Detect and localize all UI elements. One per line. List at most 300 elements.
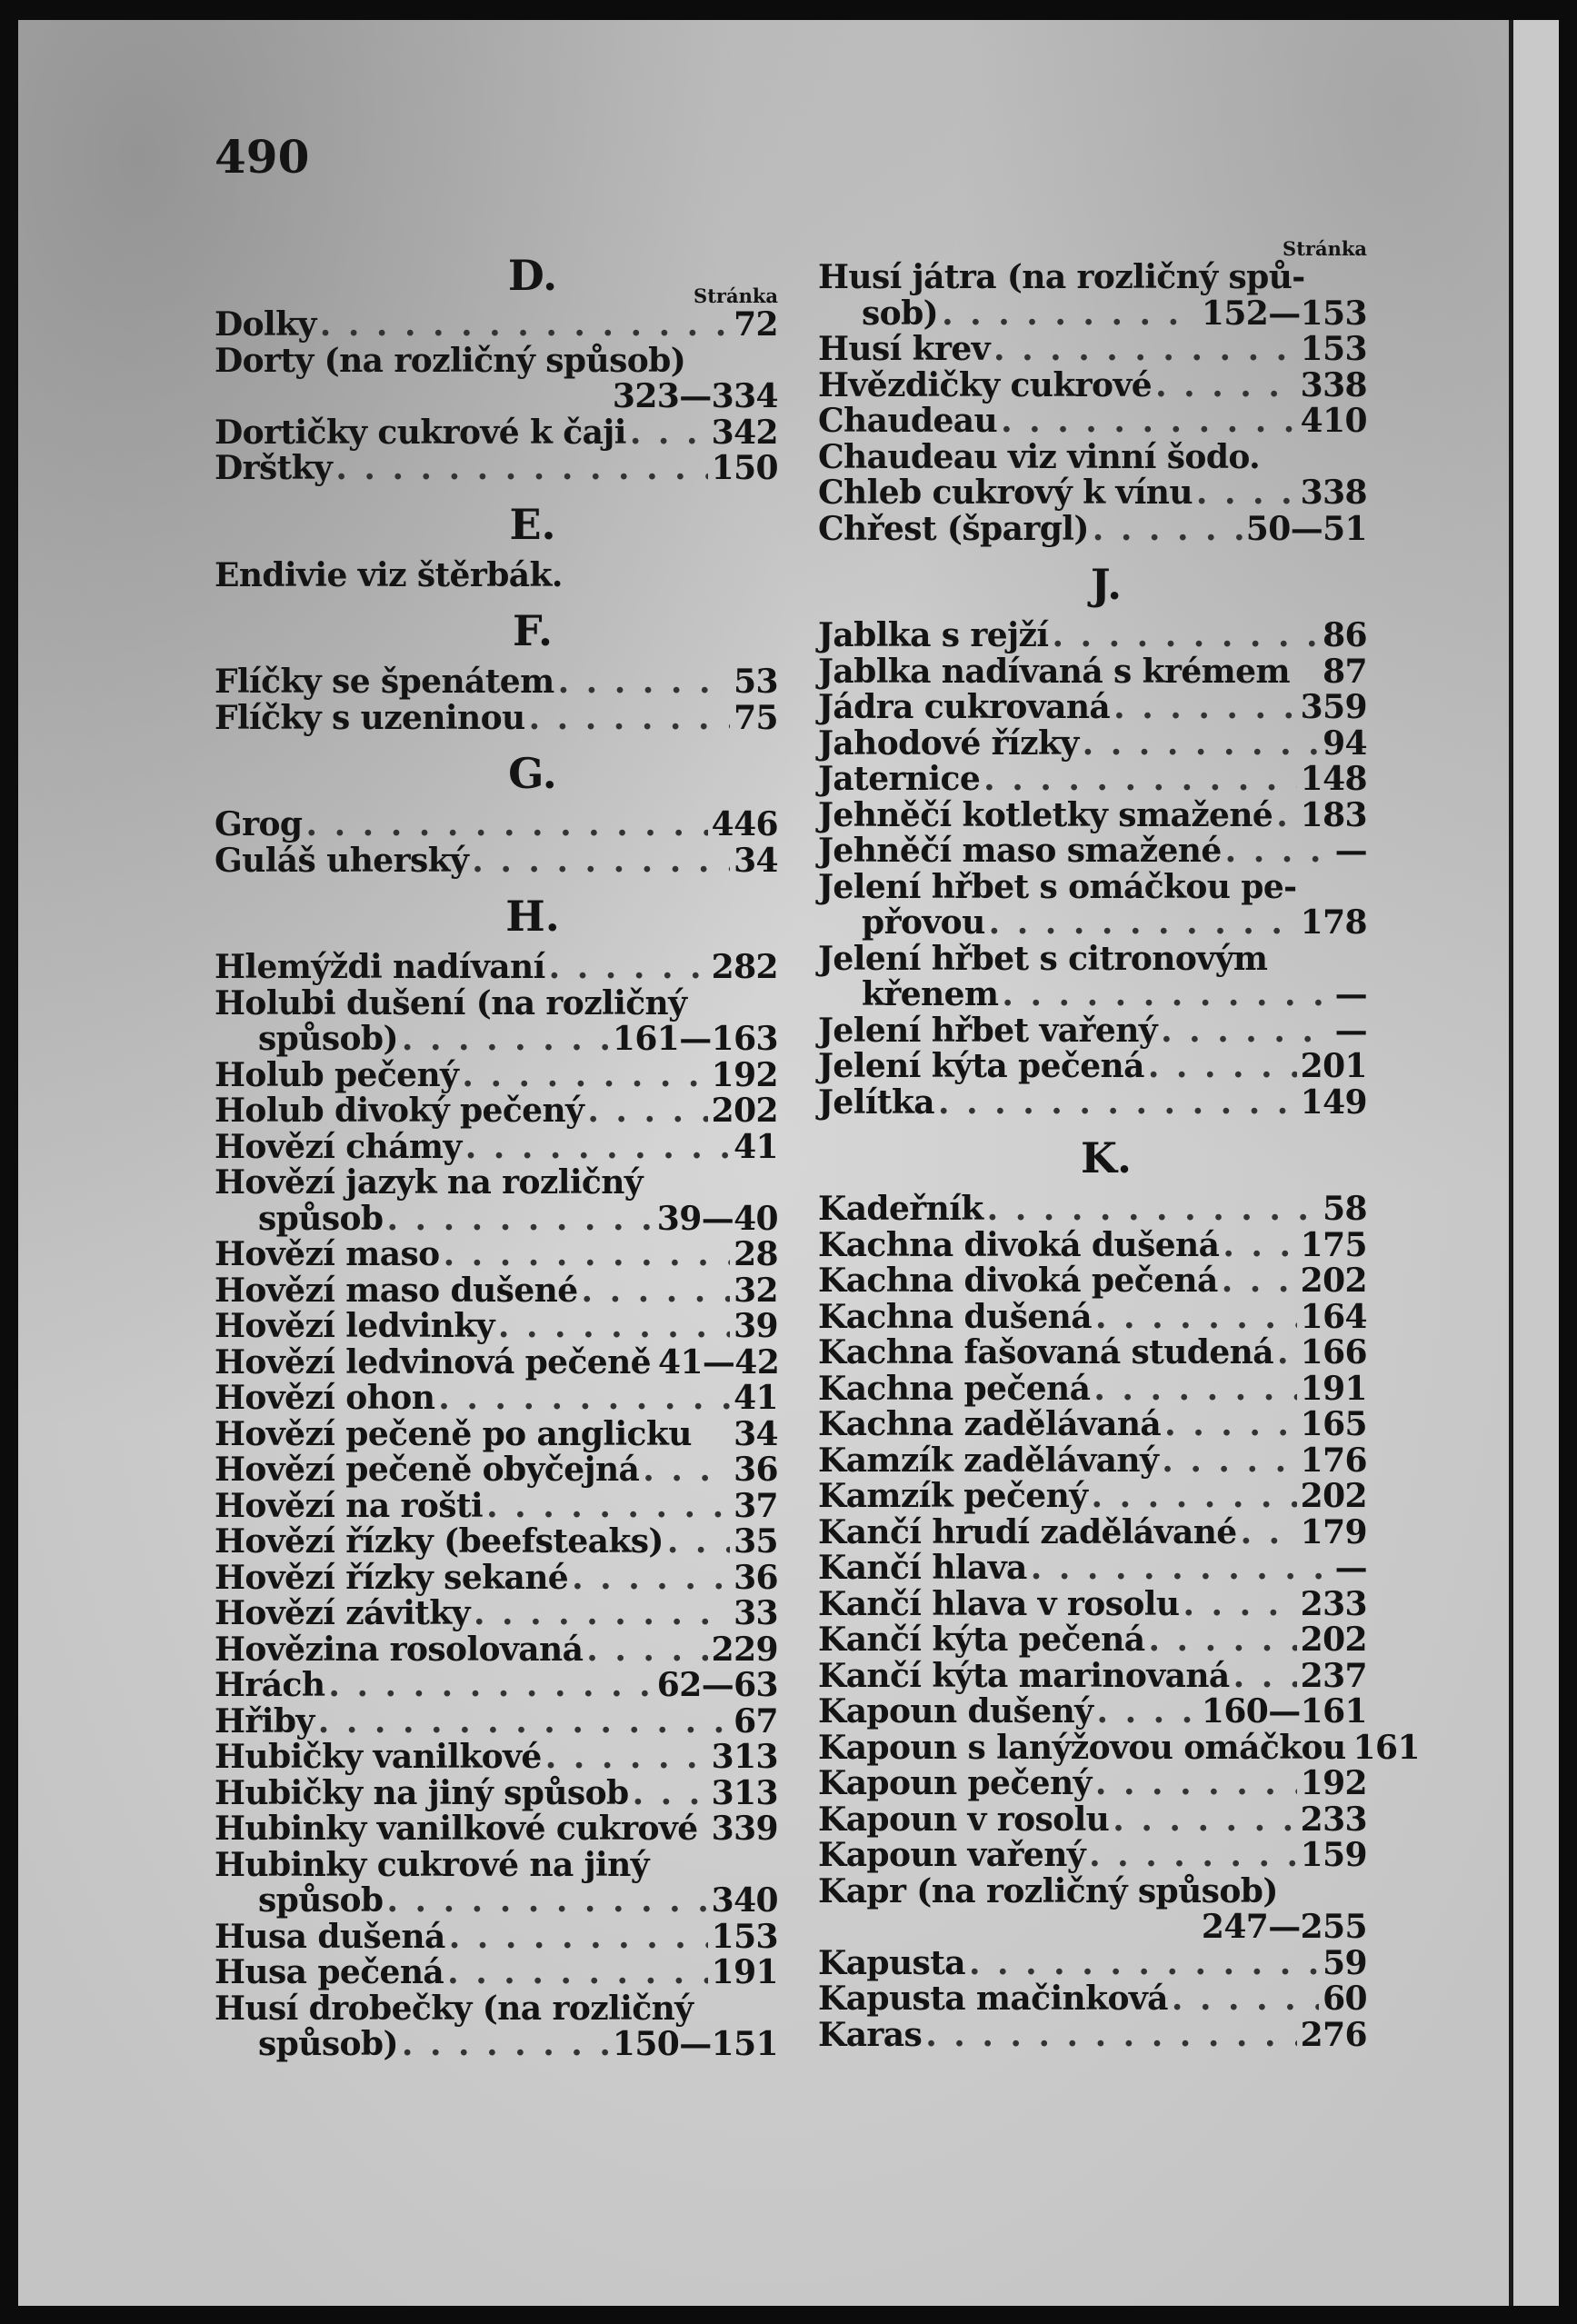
entry-page-number: 282 xyxy=(711,948,778,986)
dot-leader xyxy=(444,1237,730,1273)
entry-title: Chřest (špargl) xyxy=(818,509,1089,548)
entry-title: Endivie viz štěrbák. xyxy=(215,555,563,594)
entry-title: spůsob) xyxy=(258,2025,398,2063)
entry-page-number: 39—40 xyxy=(656,1199,778,1238)
dot-leader xyxy=(1164,1407,1297,1443)
entry-page-number: 150—151 xyxy=(612,2025,778,2063)
entry-page-number: 233 xyxy=(1300,1800,1367,1839)
entry-title: Hubičky na jiný spůsob xyxy=(215,1773,629,1812)
dot-leader xyxy=(633,1776,708,1812)
entry-title: Dolky xyxy=(215,305,316,344)
entry-page-number: 201 xyxy=(1300,1047,1367,1085)
entry-page-number: 161 xyxy=(1352,1728,1420,1767)
entry-title: Hovězí na rošti xyxy=(215,1486,484,1525)
entry-title: Kachna fašovaná studená xyxy=(818,1333,1273,1371)
entry-title: Dorty (na rozličný spůsob) xyxy=(215,341,686,380)
entry-page-number: 202 xyxy=(1300,1262,1367,1300)
dot-leader xyxy=(486,1489,730,1525)
index-entry xyxy=(215,1199,778,1238)
section-letter: K. xyxy=(1081,1133,1132,1182)
index-entry xyxy=(818,1263,1367,1300)
dot-leader xyxy=(320,307,730,344)
entry-title: Drštky xyxy=(215,449,333,487)
dot-leader xyxy=(1002,977,1331,1013)
entry-title: Kamzík pečený xyxy=(818,1477,1088,1515)
index-entry xyxy=(818,762,1367,798)
entry-page-number: — xyxy=(1334,1011,1367,1050)
dot-leader xyxy=(643,1452,730,1489)
section-letter: J. xyxy=(1090,560,1123,609)
entry-page-number: 60 xyxy=(1322,1980,1367,2018)
entry-title: Kamzík zadělávaný xyxy=(818,1441,1159,1480)
index-entry xyxy=(215,307,778,344)
entry-page-number: 410 xyxy=(1300,402,1367,440)
dot-leader xyxy=(1093,1371,1296,1408)
entry-page-number: 34 xyxy=(734,841,778,880)
entry-page-number: 233 xyxy=(1300,1584,1367,1623)
index-entry xyxy=(818,1512,1367,1551)
dot-leader xyxy=(545,1740,708,1776)
entry-title: Jelítka xyxy=(818,1082,934,1122)
dot-leader xyxy=(1225,833,1332,870)
entry-page-number: 202 xyxy=(711,1092,778,1130)
entry-page-number: 192 xyxy=(711,1055,778,1094)
index-entry xyxy=(818,977,1367,1013)
entry-title: Jelení hřbet s citronovým xyxy=(818,939,1268,978)
dot-leader xyxy=(318,1704,730,1741)
entry-title: Hovězí maso xyxy=(215,1235,440,1273)
dot-leader xyxy=(989,905,1297,942)
entry-title: Hovězí chámy xyxy=(215,1127,462,1166)
entry-title: Jelení kýta pečená xyxy=(818,1047,1144,1085)
index-entry xyxy=(215,1486,778,1525)
index-entry xyxy=(818,1049,1367,1085)
dot-leader xyxy=(1031,1551,1332,1587)
entry-page-number: 229 xyxy=(711,1630,778,1669)
dot-leader xyxy=(465,1130,730,1166)
entry-page-number: 338 xyxy=(1300,474,1367,512)
dot-leader xyxy=(335,451,707,487)
dot-leader xyxy=(386,1883,707,1920)
dot-leader xyxy=(942,296,1198,333)
entry-title: Kapoun vařený xyxy=(818,1836,1086,1874)
entry-page-number: 62—63 xyxy=(656,1666,778,1704)
dot-leader xyxy=(386,1202,653,1238)
index-entry xyxy=(215,1022,778,1058)
entry-title: Hovězí ledvinky xyxy=(215,1307,494,1345)
index-entry xyxy=(818,795,1367,834)
dot-leader xyxy=(1095,1766,1297,1802)
entry-page-number: 36 xyxy=(734,1558,778,1597)
entry-page-number: 276 xyxy=(1300,2015,1367,2054)
dot-leader xyxy=(472,843,730,880)
entry-title: Kachna pečená xyxy=(818,1369,1091,1408)
entry-title: křenem xyxy=(862,975,999,1013)
entry-title: Jahodové řízky xyxy=(818,723,1079,763)
entry-page-number: 313 xyxy=(711,1773,778,1812)
entry-page-number: 94 xyxy=(1322,723,1367,763)
index-entry xyxy=(215,1165,778,1202)
entry-title: Jelení hřbet vařený xyxy=(818,1011,1158,1050)
entry-title: Jablka nadívaná s krémem xyxy=(818,652,1290,691)
dot-leader xyxy=(1052,618,1319,654)
entry-title: spůsob xyxy=(258,1199,384,1238)
index-entry xyxy=(818,690,1367,726)
dot-leader xyxy=(402,1022,609,1058)
dot-leader xyxy=(1097,1694,1198,1731)
entry-page-number: 166 xyxy=(1300,1333,1367,1371)
dot-leader xyxy=(1196,475,1297,512)
entry-title: spůsob xyxy=(258,1881,384,1920)
index-entry xyxy=(215,379,778,415)
entry-title: Hřiby xyxy=(215,1701,314,1741)
entry-page-number: 191 xyxy=(711,1953,778,1991)
entry-page-number: 165 xyxy=(1300,1405,1367,1443)
index-entry xyxy=(215,2027,778,2063)
dot-leader xyxy=(438,1381,730,1417)
entry-title: Flíčky s uzeninou xyxy=(215,698,525,737)
dot-leader xyxy=(630,415,708,452)
entry-page-number: 53 xyxy=(734,663,778,701)
dot-leader xyxy=(1162,1443,1296,1480)
index-entry xyxy=(818,654,1367,691)
entry-page-number: 41—42 xyxy=(658,1342,780,1381)
entry-page-number: 41 xyxy=(734,1379,778,1417)
entry-title: Jaternice xyxy=(818,760,981,798)
index-entry xyxy=(818,1622,1367,1659)
dot-leader xyxy=(938,1085,1297,1122)
index-entry xyxy=(818,939,1367,978)
index-entry xyxy=(818,867,1367,906)
entry-page-number: 159 xyxy=(1300,1836,1367,1874)
index-entry xyxy=(215,1127,778,1166)
index-entry xyxy=(215,1414,778,1453)
entry-title: Holub divoký pečený xyxy=(215,1092,584,1130)
dot-leader xyxy=(1222,1263,1297,1300)
index-entry xyxy=(818,332,1367,368)
index-entry xyxy=(818,618,1367,654)
entry-title: Jádra cukrovaná xyxy=(818,688,1111,726)
index-entry xyxy=(215,555,778,594)
dot-leader xyxy=(1277,1335,1297,1371)
index-entry xyxy=(215,1273,778,1310)
entry-title: Guláš uherský xyxy=(215,841,469,880)
index-entry xyxy=(818,1728,1420,1767)
dot-leader xyxy=(925,2018,1296,2054)
entry-page-number: 192 xyxy=(1300,1764,1367,1802)
entry-page-number: 183 xyxy=(1300,795,1367,834)
entry-title: Chaudeau viz vinní šodo. xyxy=(818,437,1261,476)
dot-leader xyxy=(586,1632,707,1669)
index-entry xyxy=(215,1701,778,1741)
entry-page-number: 164 xyxy=(1300,1297,1367,1336)
entry-title: Kapoun v rosolu xyxy=(818,1800,1110,1839)
index-entry xyxy=(818,2015,1367,2054)
index-entry xyxy=(818,404,1367,440)
dot-leader xyxy=(449,1920,708,1956)
entry-page-number: — xyxy=(1334,1549,1367,1587)
entry-page-number: 34 xyxy=(734,1414,778,1453)
entry-title: Hovězí ohon xyxy=(215,1379,435,1417)
index-entry xyxy=(818,260,1367,296)
entry-title: Flíčky se špenátem xyxy=(215,663,554,701)
dot-leader xyxy=(549,950,708,986)
entry-title: Hovězí pečeně po anglicku xyxy=(215,1414,692,1453)
index-entry xyxy=(215,1883,778,1920)
index-entry xyxy=(818,365,1367,404)
index-entry xyxy=(215,843,778,880)
entry-page-number: 191 xyxy=(1300,1369,1367,1408)
entry-title: Kančí hlava v rosolu xyxy=(818,1584,1180,1623)
entry-title: Hlemýždi nadívaní xyxy=(215,948,545,986)
entry-title: Kapusta xyxy=(818,1943,965,1982)
index-entry xyxy=(215,1955,778,1991)
entry-page-number: 153 xyxy=(1300,330,1367,368)
index-entry xyxy=(215,1524,778,1561)
entry-page-number: 153 xyxy=(711,1917,778,1956)
entry-title: Hubinky cukrové na jiný xyxy=(215,1845,650,1884)
dot-leader xyxy=(1093,512,1243,548)
index-entry xyxy=(215,983,778,1022)
index-entry xyxy=(215,1381,778,1417)
index-entry xyxy=(818,1013,1367,1050)
entry-title: Hovězí jazyk na rozličný xyxy=(215,1163,644,1202)
entry-title: Husí játra (na rozličný spů- xyxy=(818,258,1305,296)
index-entry xyxy=(215,1055,778,1094)
entry-page-number: 50—51 xyxy=(1245,509,1367,548)
dot-leader xyxy=(1155,368,1297,404)
entry-title: Kachna zadělávaná xyxy=(818,1405,1162,1443)
entry-page-number: 237 xyxy=(1300,1656,1367,1695)
entry-page-number: — xyxy=(1334,832,1367,870)
index-entry xyxy=(215,1237,778,1273)
dot-leader xyxy=(1233,1659,1297,1695)
index-entry xyxy=(215,664,778,701)
index-entry xyxy=(818,723,1367,763)
index-entry xyxy=(818,1371,1367,1408)
index-entry xyxy=(818,1802,1367,1839)
entry-page-number: 176 xyxy=(1300,1441,1367,1480)
entry-page-number: 160—161 xyxy=(1201,1692,1367,1731)
index-entry xyxy=(818,1225,1367,1264)
index-column-left xyxy=(215,238,778,2063)
dot-leader xyxy=(572,1561,730,1597)
index-entry xyxy=(215,1991,778,2028)
entry-page-number: 39 xyxy=(734,1307,778,1345)
entry-page-number: 359 xyxy=(1300,688,1367,726)
entry-page-number: 87 xyxy=(1322,652,1367,691)
entry-page-number: 175 xyxy=(1300,1225,1367,1264)
entry-title: Hubičky vanilkové xyxy=(215,1738,542,1776)
entry-title: sob) xyxy=(862,294,939,333)
index-entry xyxy=(215,451,778,487)
index-entry xyxy=(818,1656,1367,1695)
index-entry xyxy=(215,1558,778,1597)
entry-page-number: 161—163 xyxy=(612,1020,778,1058)
entry-title: Husa pečená xyxy=(215,1953,444,1991)
index-entry xyxy=(818,1584,1367,1623)
dot-leader xyxy=(1223,1228,1296,1264)
dot-leader xyxy=(993,332,1297,368)
entry-page-number: 28 xyxy=(734,1235,778,1273)
index-entry xyxy=(215,1773,778,1812)
entry-page-number: 58 xyxy=(1322,1190,1367,1228)
entry-page-number: 35 xyxy=(734,1522,778,1561)
index-entry xyxy=(215,950,778,986)
entry-page-number: 86 xyxy=(1322,616,1367,654)
index-entry xyxy=(215,1632,778,1669)
entry-page-number: 72 xyxy=(734,305,778,344)
entry-title: Hovězí ledvinová pečeně xyxy=(215,1342,651,1381)
entry-page-number: 339 xyxy=(711,1810,778,1848)
index-entry xyxy=(818,1943,1367,1982)
index-entry xyxy=(818,1838,1367,1874)
index-entry xyxy=(818,1082,1367,1122)
entry-page-number: 149 xyxy=(1300,1082,1367,1122)
entry-title: Hrách xyxy=(215,1666,325,1704)
entry-page-number: 202 xyxy=(1300,1477,1367,1515)
index-entry xyxy=(818,475,1367,512)
entry-page-number: 36 xyxy=(734,1451,778,1489)
dot-leader xyxy=(1113,690,1297,726)
entry-page-number: 179 xyxy=(1300,1512,1367,1551)
entry-page-number: 178 xyxy=(1300,903,1367,942)
entry-page-number: 202 xyxy=(1300,1621,1367,1659)
entry-title: Husí drobečky (na rozličný xyxy=(215,1989,694,2028)
dot-leader xyxy=(529,701,731,737)
entry-title: Kančí kýta marinovaná xyxy=(818,1656,1230,1695)
entry-title: Jehněčí kotletky smažené xyxy=(818,795,1273,834)
page-column-label: Stránka xyxy=(694,284,778,307)
entry-title: Husí krev xyxy=(818,330,990,368)
entry-title: Jehněčí maso smažené xyxy=(818,832,1222,870)
index-entry xyxy=(818,437,1367,476)
entry-page-number: 338 xyxy=(1300,365,1367,404)
index-entry xyxy=(818,833,1367,870)
dot-leader xyxy=(328,1668,653,1704)
dot-leader xyxy=(1276,798,1296,834)
entry-title: Kapoun dušený xyxy=(818,1692,1093,1731)
index-entry xyxy=(818,1910,1367,1946)
index-entry xyxy=(818,1479,1367,1515)
entry-title: Hovězí řízky (beefsteaks) xyxy=(215,1522,664,1561)
entry-page-number: 152—153 xyxy=(1201,294,1367,333)
entry-page-number: 59 xyxy=(1322,1943,1367,1982)
dot-leader xyxy=(1183,1587,1296,1623)
entry-title: Grog xyxy=(215,805,303,843)
entry-title: Hubinky vanilkové cukrové xyxy=(215,1810,698,1848)
entry-page-number: 148 xyxy=(1300,760,1367,798)
index-entry xyxy=(818,296,1367,333)
dot-leader xyxy=(558,664,730,701)
dot-leader xyxy=(987,1192,1319,1228)
entry-title: Kachna divoká dušená xyxy=(818,1225,1220,1264)
entry-title: Kančí hrudí zadělávané xyxy=(818,1512,1237,1551)
index-entry xyxy=(215,1452,778,1489)
dot-leader xyxy=(969,1946,1319,1982)
entry-title: Jablka s rejží xyxy=(818,616,1049,654)
entry-title: přovou xyxy=(862,903,985,942)
dot-leader xyxy=(667,1524,730,1561)
index-entry xyxy=(215,1811,778,1848)
index-entry xyxy=(215,341,778,380)
section-letter: E. xyxy=(509,499,556,549)
index-entry xyxy=(215,1740,778,1776)
entry-title: Kapoun s lanýžovou omáčkou xyxy=(818,1728,1346,1767)
index-entry xyxy=(215,1917,778,1956)
entry-title: Dortičky cukrové k čaji xyxy=(215,413,626,452)
dot-leader xyxy=(306,807,708,843)
dot-leader xyxy=(402,2027,609,2063)
entry-title: spůsob) xyxy=(258,1020,398,1058)
entry-title: Kančí kýta pečená xyxy=(818,1621,1145,1659)
dot-leader xyxy=(582,1273,731,1310)
entry-page-number: 67 xyxy=(734,1701,778,1741)
entry-title: Hvězdičky cukrové xyxy=(818,365,1153,404)
entry-page-number: 313 xyxy=(711,1738,778,1776)
dot-leader xyxy=(1092,1479,1297,1515)
dot-leader xyxy=(587,1093,707,1130)
index-entry xyxy=(215,698,778,737)
entry-title: Kachna divoká pečená xyxy=(818,1262,1218,1300)
index-entry xyxy=(215,1309,778,1345)
entry-title: Holub pečený xyxy=(215,1055,459,1094)
index-entry xyxy=(818,1551,1367,1587)
index-entry xyxy=(818,1766,1367,1802)
index-entry xyxy=(818,1443,1367,1480)
entry-page-number: 150 xyxy=(711,449,778,487)
index-entry xyxy=(215,1596,778,1632)
dot-leader xyxy=(1083,726,1319,763)
index-entry xyxy=(215,1845,778,1884)
section-letter: D. xyxy=(507,251,558,300)
index-entry xyxy=(818,1192,1367,1228)
index-entry xyxy=(818,509,1367,548)
section-letter: F. xyxy=(512,606,554,655)
entry-page-number: 323—334 xyxy=(612,377,778,415)
index-entry xyxy=(215,1668,778,1704)
dot-leader xyxy=(1148,1622,1296,1659)
index-entry xyxy=(215,1093,778,1130)
dot-leader xyxy=(1241,1515,1297,1551)
dot-leader xyxy=(1172,1981,1319,2018)
dot-leader xyxy=(1113,1802,1296,1839)
entry-title: Kapusta mačinková xyxy=(818,1980,1168,2018)
index-entry xyxy=(215,807,778,843)
index-entry xyxy=(818,1694,1367,1731)
next-page-margin xyxy=(1513,20,1559,2306)
entry-title: Husa dušená xyxy=(215,1917,445,1956)
entry-title: Chaudeau xyxy=(818,402,998,440)
dot-leader xyxy=(983,762,1297,798)
entry-title: Hovězina rosolovaná xyxy=(215,1630,584,1669)
entry-title: Kapr (na rozličný spůsob) xyxy=(818,1871,1278,1910)
page-column-label: Stránka xyxy=(1283,237,1367,260)
page-number: 490 xyxy=(215,130,310,184)
dot-leader xyxy=(1095,1300,1297,1336)
index-entry xyxy=(818,1297,1367,1336)
dot-leader xyxy=(447,1955,708,1991)
entry-title: Kadeřník xyxy=(818,1190,983,1228)
entry-title: Kančí hlava xyxy=(818,1549,1027,1587)
entry-title: Hovězí maso dušené xyxy=(215,1271,578,1310)
entry-page-number: 32 xyxy=(734,1271,778,1310)
entry-page-number: — xyxy=(1334,975,1367,1013)
entry-page-number: 75 xyxy=(734,698,778,737)
dot-leader xyxy=(474,1596,730,1632)
section-letter: H. xyxy=(505,892,560,941)
index-entry xyxy=(818,1407,1367,1443)
